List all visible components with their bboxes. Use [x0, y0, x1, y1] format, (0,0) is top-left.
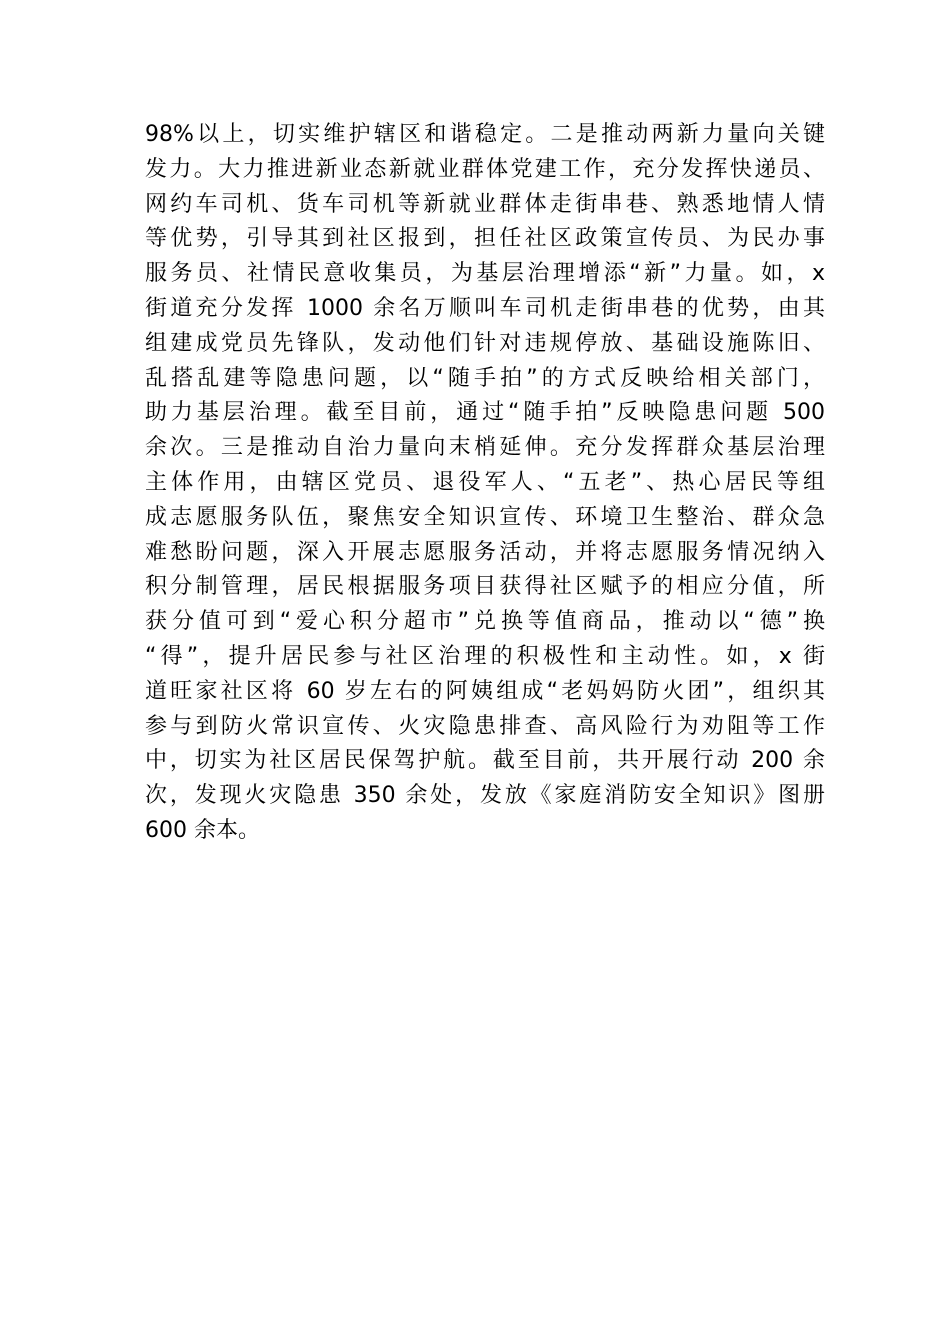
text-line: 参与到防火常识宣传、火灾隐患排查、高风险行为劝阻等工作 [145, 713, 825, 739]
body-paragraph [145, 118, 825, 849]
text-line: 余次。三是推动自治力量向末梢延伸。充分发挥群众基层治理 [145, 435, 825, 461]
text-line: 次，发现火灾隐患 350 余处，发放《家庭消防安全知识》图册 [145, 783, 825, 809]
text-line: 道旺家社区将 60 岁左右的阿姨组成“老妈妈防火团”，组织其 [145, 678, 825, 704]
text-line: 街道充分发挥 1000 余名万顺叫车司机走街串巷的优势，由其 [145, 295, 825, 321]
text-line: 主体作用，由辖区党员、退役军人、“五老”、热心居民等组 [145, 469, 825, 495]
text-line: 助力基层治理。截至目前，通过“随手拍”反映隐患问题 500 [145, 400, 825, 426]
text-line: 难愁盼问题，深入开展志愿服务活动，并将志愿服务情况纳入 [145, 539, 825, 565]
text-line: 组建成党员先锋队，发动他们针对违规停放、基础设施陈旧、 [145, 330, 825, 356]
text-line: 98%以上，切实维护辖区和谐稳定。二是推动两新力量向关键 [145, 122, 825, 147]
text-line: 成志愿服务队伍，聚焦安全知识宣传、环境卫生整治、群众急 [145, 504, 825, 530]
text-line: 乱搭乱建等隐患问题，以“随手拍”的方式反映给相关部门， [145, 365, 825, 391]
text-line-last: 600 余本。 [145, 817, 260, 843]
text-line: 获分值可到“爱心积分超市”兑换等值商品，推动以“德”换 [145, 609, 825, 635]
text-line: 中，切实为社区居民保驾护航。截至目前，共开展行动 200 余 [145, 748, 825, 774]
text-line: 服务员、社情民意收集员，为基层治理增添“新”力量。如，x [145, 261, 825, 287]
text-line: 等优势，引导其到社区报到，担任社区政策宣传员、为民办事 [145, 226, 825, 252]
text-line: “得”，提升居民参与社区治理的积极性和主动性。如，x 街 [145, 643, 825, 669]
text-line: 积分制管理，居民根据服务项目获得社区赋予的相应分值，所 [145, 574, 825, 600]
text-line: 网约车司机、货车司机等新就业群体走街串巷、熟悉地情人情 [145, 191, 825, 217]
text-line: 发力。大力推进新业态新就业群体党建工作，充分发挥快递员、 [145, 156, 825, 182]
